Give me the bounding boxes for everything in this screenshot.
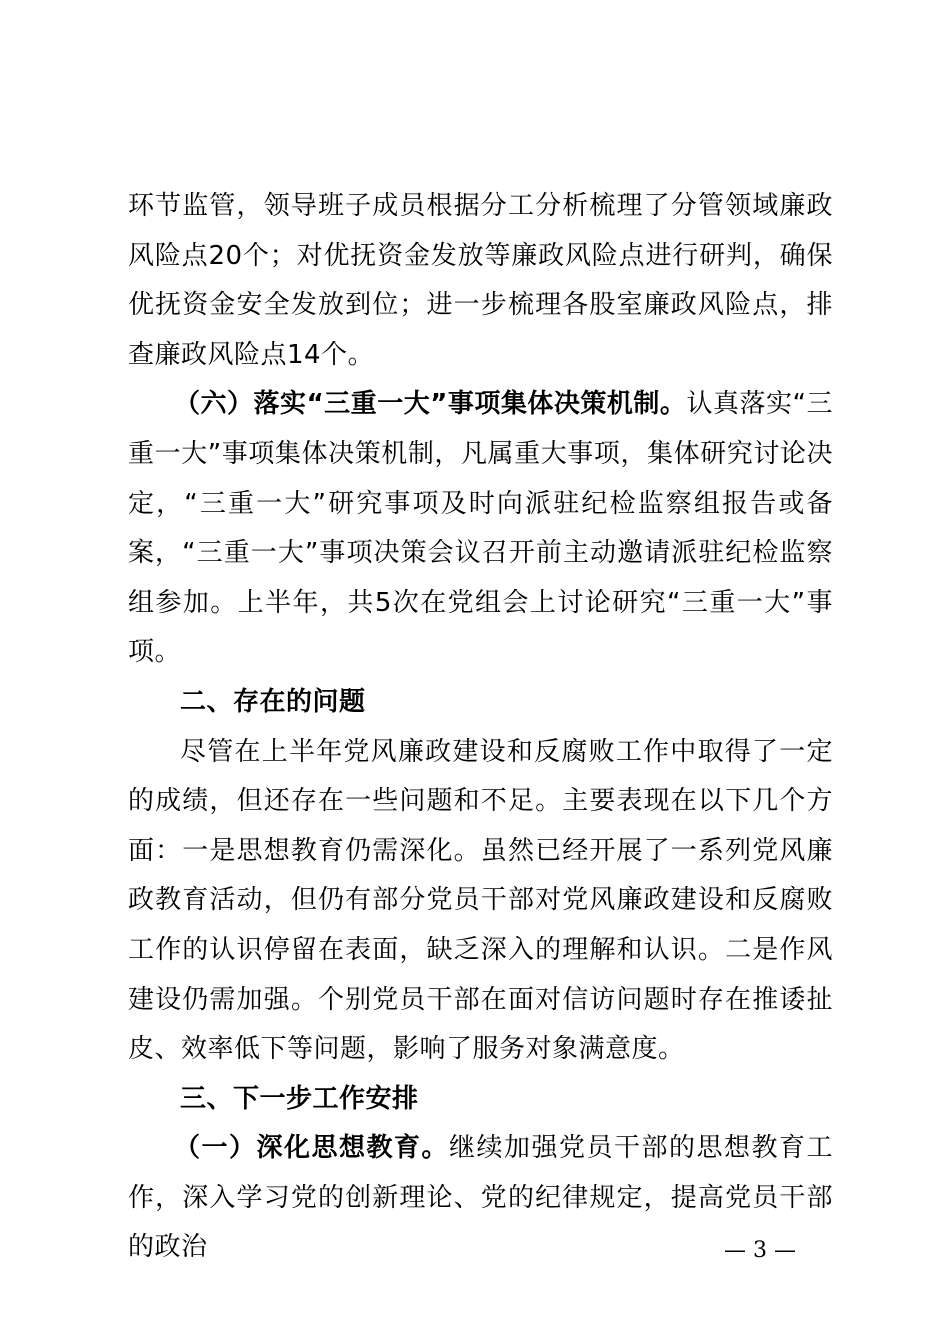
paragraph-risk-points: 环节监管，领导班子成员根据分工分析梳理了分管领域廉政风险点20个；对优抚资金发放等廉政风险点进行研判，确保优抚资金安全发放到位；进一步梳理各股室廉政风险点，排查廉政风险点14个。 bbox=[128, 191, 833, 370]
subheading-deepen-education: （一）深化思想教育。 bbox=[174, 1133, 449, 1164]
paragraph-collective-decision bbox=[128, 380, 833, 678]
section-title-existing-problems: 二、存在的问题 bbox=[180, 686, 366, 717]
document-body bbox=[128, 182, 833, 1273]
subheading-collective-decision: （六）落实“三重一大”事项集体决策机制。 bbox=[174, 389, 687, 420]
page-number: — 3 — bbox=[724, 1238, 796, 1263]
section-title-next-steps: 三、下一步工作安排 bbox=[180, 1083, 419, 1114]
paragraph-collective-decision-body: 认真落实“三重一大”事项集体决策机制，凡属重大事项，集体研究讨论决定，“三重一大”研究事项及时向派驻纪检监察组报告或备案，“三重一大”事项决策会议召开前主动邀请派驻纪检监察组参加。上半年，共5次在党组会上讨论研究“三重一大”事项。 bbox=[128, 389, 833, 668]
paragraph-existing-problems: 尽管在上半年党风廉政建设和反腐败工作中取得了一定的成绩，但还存在一些问题和不足。主要表现在以下几个方面：一是思想教育仍需深化。虽然已经开展了一系列党风廉政教育活动，但仍有部分党员干部对党风廉政建设和反腐败工作的认识停留在表面，缺乏深入的理解和认识。二是作风建设仍需加强。个别党员干部在面对信访问题时存在推诿扯皮、效率低下等问题，影响了服务对象满意度。 bbox=[128, 736, 833, 1065]
paragraph-deepen-education-body: 继续加强党员干部的思想教育工作，深入学习党的创新理论、党的纪律规定，提高党员干部的政治 bbox=[128, 1133, 833, 1263]
